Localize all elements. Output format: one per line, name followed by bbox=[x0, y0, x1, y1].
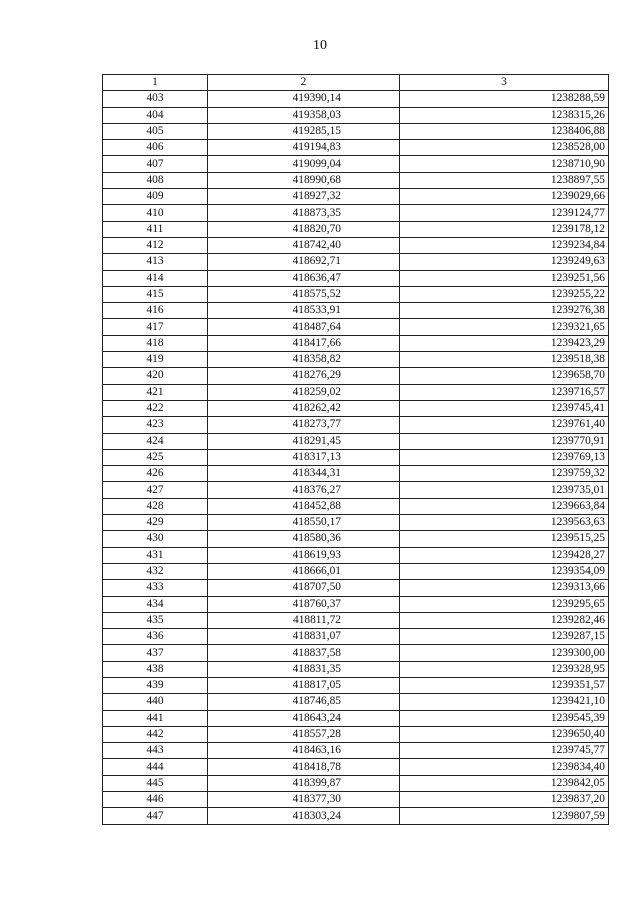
point-number-cell: 420 bbox=[103, 368, 208, 384]
column-header-point: 1 bbox=[103, 75, 208, 91]
x-coordinate-cell: 418927,32 bbox=[208, 189, 400, 205]
y-coordinate-cell: 1239287,15 bbox=[400, 629, 609, 645]
point-number-cell: 406 bbox=[103, 140, 208, 156]
y-coordinate-cell: 1239518,38 bbox=[400, 352, 609, 368]
table-row bbox=[103, 172, 609, 188]
table-body bbox=[103, 91, 609, 824]
table-row bbox=[103, 400, 609, 416]
x-coordinate-cell: 418811,72 bbox=[208, 612, 400, 628]
point-number-cell: 418 bbox=[103, 335, 208, 351]
point-number-cell: 412 bbox=[103, 237, 208, 253]
table-row bbox=[103, 270, 609, 286]
point-number-cell: 403 bbox=[103, 91, 208, 107]
x-coordinate-cell: 418817,05 bbox=[208, 677, 400, 693]
x-coordinate-cell: 418317,13 bbox=[208, 449, 400, 465]
y-coordinate-cell: 1239282,46 bbox=[400, 612, 609, 628]
y-coordinate-cell: 1239276,38 bbox=[400, 303, 609, 319]
table-row bbox=[103, 677, 609, 693]
column-header-x: 2 bbox=[208, 75, 400, 91]
y-coordinate-cell: 1239761,40 bbox=[400, 417, 609, 433]
y-coordinate-cell: 1239423,29 bbox=[400, 335, 609, 351]
coordinates-table bbox=[102, 74, 609, 825]
table-row bbox=[103, 205, 609, 221]
y-coordinate-cell: 1239234,84 bbox=[400, 237, 609, 253]
y-coordinate-cell: 1239663,84 bbox=[400, 498, 609, 514]
table-row bbox=[103, 531, 609, 547]
table-row bbox=[103, 303, 609, 319]
point-number-cell: 433 bbox=[103, 580, 208, 596]
y-coordinate-cell: 1239251,56 bbox=[400, 270, 609, 286]
table-row bbox=[103, 645, 609, 661]
point-number-cell: 429 bbox=[103, 515, 208, 531]
table-row bbox=[103, 335, 609, 351]
point-number-cell: 447 bbox=[103, 808, 208, 824]
x-coordinate-cell: 418873,35 bbox=[208, 205, 400, 221]
x-coordinate-cell: 418837,58 bbox=[208, 645, 400, 661]
y-coordinate-cell: 1239354,09 bbox=[400, 563, 609, 579]
point-number-cell: 408 bbox=[103, 172, 208, 188]
x-coordinate-cell: 418276,29 bbox=[208, 368, 400, 384]
point-number-cell: 431 bbox=[103, 547, 208, 563]
point-number-cell: 411 bbox=[103, 221, 208, 237]
point-number-cell: 417 bbox=[103, 319, 208, 335]
x-coordinate-cell: 418418,78 bbox=[208, 759, 400, 775]
point-number-cell: 407 bbox=[103, 156, 208, 172]
point-number-cell: 428 bbox=[103, 498, 208, 514]
y-coordinate-cell: 1238710,90 bbox=[400, 156, 609, 172]
x-coordinate-cell: 418533,91 bbox=[208, 303, 400, 319]
table-row bbox=[103, 140, 609, 156]
x-coordinate-cell: 418303,24 bbox=[208, 808, 400, 824]
x-coordinate-cell: 418377,30 bbox=[208, 792, 400, 808]
x-coordinate-cell: 418707,50 bbox=[208, 580, 400, 596]
point-number-cell: 409 bbox=[103, 189, 208, 205]
table-row bbox=[103, 319, 609, 335]
y-coordinate-cell: 1239178,12 bbox=[400, 221, 609, 237]
y-coordinate-cell: 1239837,20 bbox=[400, 792, 609, 808]
y-coordinate-cell: 1239842,05 bbox=[400, 775, 609, 791]
point-number-cell: 436 bbox=[103, 629, 208, 645]
table-row bbox=[103, 808, 609, 824]
y-coordinate-cell: 1238288,59 bbox=[400, 91, 609, 107]
point-number-cell: 432 bbox=[103, 563, 208, 579]
table-row bbox=[103, 237, 609, 253]
point-number-cell: 442 bbox=[103, 726, 208, 742]
y-coordinate-cell: 1239255,22 bbox=[400, 286, 609, 302]
table-row bbox=[103, 580, 609, 596]
table-row bbox=[103, 743, 609, 759]
y-coordinate-cell: 1239029,66 bbox=[400, 189, 609, 205]
table-row bbox=[103, 661, 609, 677]
y-coordinate-cell: 1239834,40 bbox=[400, 759, 609, 775]
header-row bbox=[103, 75, 609, 91]
x-coordinate-cell: 418831,35 bbox=[208, 661, 400, 677]
table-row bbox=[103, 759, 609, 775]
table-row bbox=[103, 710, 609, 726]
table-row bbox=[103, 107, 609, 123]
y-coordinate-cell: 1238897,55 bbox=[400, 172, 609, 188]
x-coordinate-cell: 418487,64 bbox=[208, 319, 400, 335]
table-header bbox=[103, 75, 609, 91]
x-coordinate-cell: 418344,31 bbox=[208, 466, 400, 482]
table-row bbox=[103, 498, 609, 514]
x-coordinate-cell: 418746,85 bbox=[208, 694, 400, 710]
x-coordinate-cell: 418417,66 bbox=[208, 335, 400, 351]
table-row bbox=[103, 694, 609, 710]
y-coordinate-cell: 1239735,01 bbox=[400, 482, 609, 498]
x-coordinate-cell: 418358,82 bbox=[208, 352, 400, 368]
point-number-cell: 446 bbox=[103, 792, 208, 808]
x-coordinate-cell: 418399,87 bbox=[208, 775, 400, 791]
y-coordinate-cell: 1239545,39 bbox=[400, 710, 609, 726]
x-coordinate-cell: 418550,17 bbox=[208, 515, 400, 531]
point-number-cell: 434 bbox=[103, 596, 208, 612]
x-coordinate-cell: 418831,07 bbox=[208, 629, 400, 645]
table-row bbox=[103, 221, 609, 237]
table-row bbox=[103, 792, 609, 808]
y-coordinate-cell: 1239313,66 bbox=[400, 580, 609, 596]
x-coordinate-cell: 418463,16 bbox=[208, 743, 400, 759]
table-row bbox=[103, 254, 609, 270]
point-number-cell: 427 bbox=[103, 482, 208, 498]
table-row bbox=[103, 547, 609, 563]
y-coordinate-cell: 1239759,32 bbox=[400, 466, 609, 482]
point-number-cell: 439 bbox=[103, 677, 208, 693]
x-coordinate-cell: 419285,15 bbox=[208, 123, 400, 139]
table-row bbox=[103, 352, 609, 368]
x-coordinate-cell: 418376,27 bbox=[208, 482, 400, 498]
point-number-cell: 424 bbox=[103, 433, 208, 449]
x-coordinate-cell: 418692,71 bbox=[208, 254, 400, 270]
point-number-cell: 441 bbox=[103, 710, 208, 726]
point-number-cell: 413 bbox=[103, 254, 208, 270]
y-coordinate-cell: 1239321,65 bbox=[400, 319, 609, 335]
y-coordinate-cell: 1239658,70 bbox=[400, 368, 609, 384]
column-header-y: 3 bbox=[400, 75, 609, 91]
y-coordinate-cell: 1239650,40 bbox=[400, 726, 609, 742]
table-row bbox=[103, 449, 609, 465]
y-coordinate-cell: 1239351,57 bbox=[400, 677, 609, 693]
x-coordinate-cell: 419358,03 bbox=[208, 107, 400, 123]
table-row bbox=[103, 726, 609, 742]
point-number-cell: 438 bbox=[103, 661, 208, 677]
x-coordinate-cell: 418575,52 bbox=[208, 286, 400, 302]
x-coordinate-cell: 418273,77 bbox=[208, 417, 400, 433]
x-coordinate-cell: 418291,45 bbox=[208, 433, 400, 449]
y-coordinate-cell: 1239421,10 bbox=[400, 694, 609, 710]
x-coordinate-cell: 418636,47 bbox=[208, 270, 400, 286]
point-number-cell: 426 bbox=[103, 466, 208, 482]
point-number-cell: 443 bbox=[103, 743, 208, 759]
y-coordinate-cell: 1239328,95 bbox=[400, 661, 609, 677]
x-coordinate-cell: 418557,28 bbox=[208, 726, 400, 742]
table-row bbox=[103, 286, 609, 302]
y-coordinate-cell: 1239563,63 bbox=[400, 515, 609, 531]
table-row bbox=[103, 156, 609, 172]
x-coordinate-cell: 418262,42 bbox=[208, 400, 400, 416]
x-coordinate-cell: 418990,68 bbox=[208, 172, 400, 188]
table-row bbox=[103, 417, 609, 433]
x-coordinate-cell: 418259,02 bbox=[208, 384, 400, 400]
point-number-cell: 440 bbox=[103, 694, 208, 710]
table-row bbox=[103, 433, 609, 449]
y-coordinate-cell: 1239716,57 bbox=[400, 384, 609, 400]
x-coordinate-cell: 418742,40 bbox=[208, 237, 400, 253]
x-coordinate-cell: 418820,70 bbox=[208, 221, 400, 237]
y-coordinate-cell: 1239124,77 bbox=[400, 205, 609, 221]
y-coordinate-cell: 1239745,77 bbox=[400, 743, 609, 759]
point-number-cell: 445 bbox=[103, 775, 208, 791]
x-coordinate-cell: 418452,88 bbox=[208, 498, 400, 514]
point-number-cell: 415 bbox=[103, 286, 208, 302]
point-number-cell: 430 bbox=[103, 531, 208, 547]
point-number-cell: 419 bbox=[103, 352, 208, 368]
table-row bbox=[103, 482, 609, 498]
table-row bbox=[103, 384, 609, 400]
point-number-cell: 437 bbox=[103, 645, 208, 661]
y-coordinate-cell: 1238406,88 bbox=[400, 123, 609, 139]
x-coordinate-cell: 419099,04 bbox=[208, 156, 400, 172]
table-row bbox=[103, 596, 609, 612]
y-coordinate-cell: 1239515,25 bbox=[400, 531, 609, 547]
point-number-cell: 404 bbox=[103, 107, 208, 123]
table-row bbox=[103, 563, 609, 579]
y-coordinate-cell: 1238315,26 bbox=[400, 107, 609, 123]
table-row bbox=[103, 775, 609, 791]
x-coordinate-cell: 418580,36 bbox=[208, 531, 400, 547]
table-row bbox=[103, 123, 609, 139]
x-coordinate-cell: 418619,93 bbox=[208, 547, 400, 563]
table-row bbox=[103, 189, 609, 205]
y-coordinate-cell: 1239249,63 bbox=[400, 254, 609, 270]
x-coordinate-cell: 418760,37 bbox=[208, 596, 400, 612]
table-row bbox=[103, 368, 609, 384]
y-coordinate-cell: 1239770,91 bbox=[400, 433, 609, 449]
point-number-cell: 423 bbox=[103, 417, 208, 433]
point-number-cell: 435 bbox=[103, 612, 208, 628]
point-number-cell: 416 bbox=[103, 303, 208, 319]
table-row bbox=[103, 466, 609, 482]
x-coordinate-cell: 418643,24 bbox=[208, 710, 400, 726]
point-number-cell: 421 bbox=[103, 384, 208, 400]
x-coordinate-cell: 418666,01 bbox=[208, 563, 400, 579]
y-coordinate-cell: 1239807,59 bbox=[400, 808, 609, 824]
y-coordinate-cell: 1239769,13 bbox=[400, 449, 609, 465]
y-coordinate-cell: 1238528,00 bbox=[400, 140, 609, 156]
page-number: 10 bbox=[313, 38, 327, 53]
y-coordinate-cell: 1239428,27 bbox=[400, 547, 609, 563]
table-row bbox=[103, 629, 609, 645]
point-number-cell: 405 bbox=[103, 123, 208, 139]
point-number-cell: 414 bbox=[103, 270, 208, 286]
table-row bbox=[103, 612, 609, 628]
point-number-cell: 422 bbox=[103, 400, 208, 416]
point-number-cell: 444 bbox=[103, 759, 208, 775]
x-coordinate-cell: 419390,14 bbox=[208, 91, 400, 107]
y-coordinate-cell: 1239300,00 bbox=[400, 645, 609, 661]
x-coordinate-cell: 419194,83 bbox=[208, 140, 400, 156]
point-number-cell: 425 bbox=[103, 449, 208, 465]
table-row bbox=[103, 91, 609, 107]
table-row bbox=[103, 515, 609, 531]
y-coordinate-cell: 1239295,65 bbox=[400, 596, 609, 612]
point-number-cell: 410 bbox=[103, 205, 208, 221]
y-coordinate-cell: 1239745,41 bbox=[400, 400, 609, 416]
